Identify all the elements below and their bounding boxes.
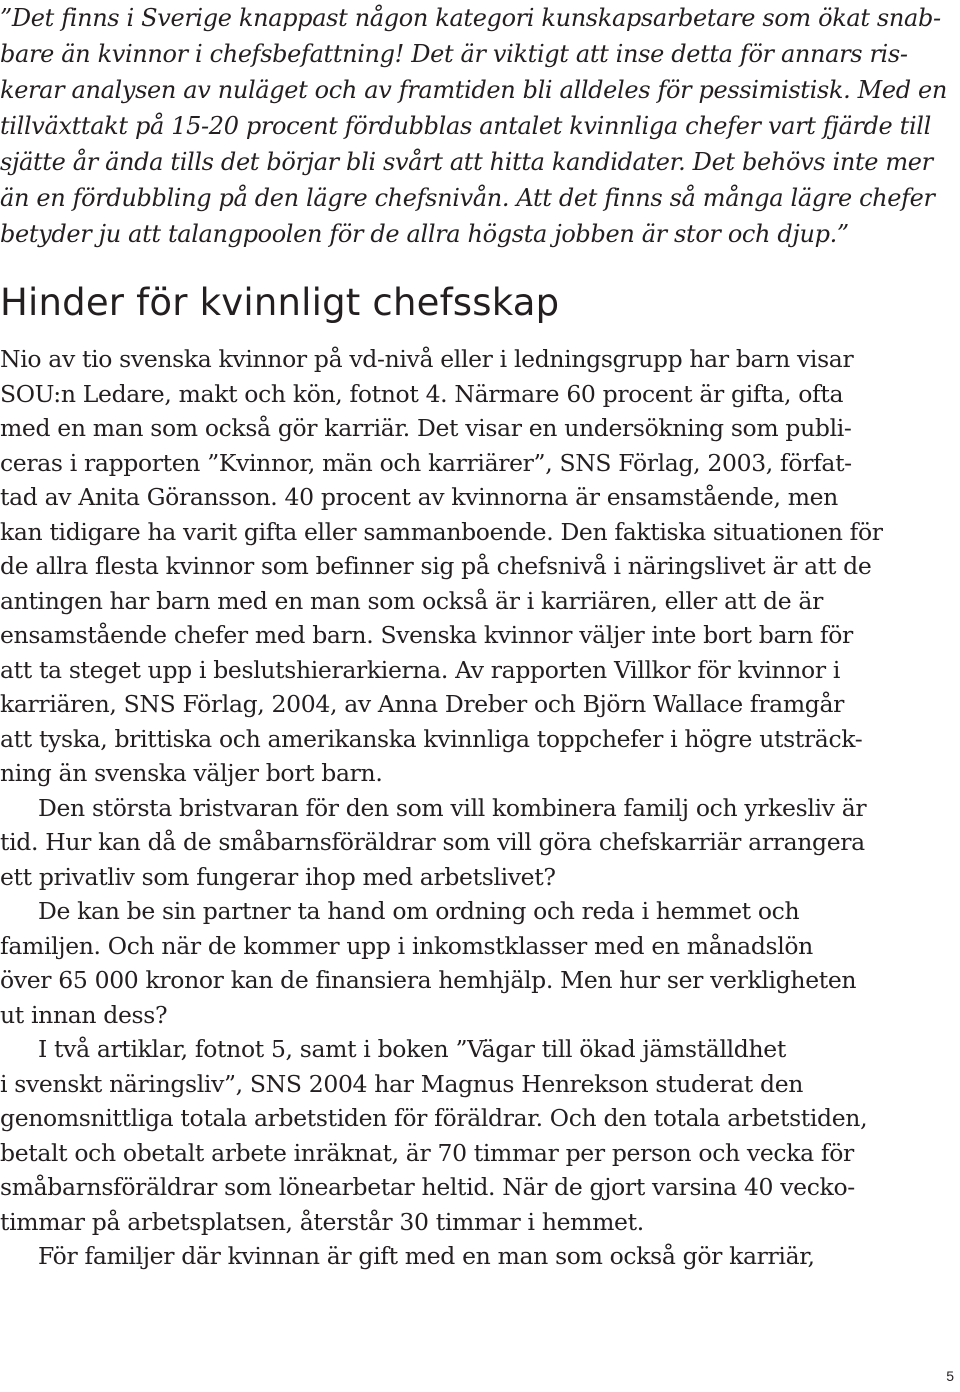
body-line: familjen. Och när de kommer upp i inkomstklasser med en månadslön xyxy=(0,931,813,960)
quote-line: tillväxttakt på 15-20 procent fördubblas antalet kvinnliga chefer vart fjärde till xyxy=(0,112,931,140)
quote-line: än en fördubbling på den lägre chefsnivån. Att det finns så många lägre chefer xyxy=(0,184,935,212)
quote-line: betyder ju att talangpoolen för de allra högsta jobben är stor och djup.” xyxy=(0,220,849,248)
body-line: tid. Hur kan då de småbarnsföräldrar som vill göra chefskarriär arrangera xyxy=(0,828,865,856)
body-line: Nio av tio svenska kvinnor på vd-nivå eller i ledningsgrupp har barn visar xyxy=(0,345,854,373)
body-line: ett privatliv som fungerar ihop med arbetslivet? xyxy=(0,862,556,891)
body-line: över 65 000 kronor kan de finansiera hemhjälp. Men hur ser verkligheten xyxy=(0,966,857,994)
body-line: att tyska, brittiska och amerikanska kvinnliga toppchefer i högre utsträck- xyxy=(0,724,863,753)
quote-line: bare än kvinnor i chefsbefattning! Det är viktigt att inse detta för annars ris- xyxy=(0,40,908,68)
body-line: i svenskt näringsliv”, SNS 2004 har Magnus Henrekson studerat den xyxy=(0,1069,804,1098)
body-line: kan tidigare ha varit gifta eller sammanboende. Den faktiska situationen för xyxy=(0,517,883,546)
body-line: I två artiklar, fotnot 5, samt i boken ”Vägar till ökad jämställdhet xyxy=(38,1035,786,1063)
body-line: För familjer där kvinnan är gift med en man som också gör karriär, xyxy=(38,1242,815,1270)
quote-line: ”Det finns i Sverige knappast någon kategori kunskapsarbetare som ökat snab- xyxy=(0,4,941,32)
body-line: ensamstående chefer med barn. Svenska kvinnor väljer inte bort barn för xyxy=(0,621,853,649)
body-line: betalt och obetalt arbete inräknat, är 70 timmar per person och vecka för xyxy=(0,1138,854,1167)
body-line: antingen har barn med en man som också är i karriären, eller att de är xyxy=(0,586,823,615)
body-line: ceras i rapporten ”Kvinnor, män och karriärer”, SNS Förlag, 2003, förfat- xyxy=(0,448,852,477)
body-line: timmar på arbetsplatsen, återstår 30 timmar i hemmet. xyxy=(0,1207,644,1236)
body-line: ning än svenska väljer bort barn. xyxy=(0,759,383,787)
body-line: genomsnittliga totala arbetstiden för föräldrar. Och den totala arbetstiden, xyxy=(0,1104,868,1132)
body-line: ut innan dess? xyxy=(0,1000,168,1029)
quote-block xyxy=(0,0,947,252)
body-line: med en man som också gör karriär. Det visar en undersökning som publi- xyxy=(0,414,852,442)
body-text xyxy=(0,342,950,1274)
body-line: småbarnsföräldrar som lönearbetar heltid. När de gjort varsina 40 vecko- xyxy=(0,1173,855,1201)
body-line: De kan be sin partner ta hand om ordning och reda i hemmet och xyxy=(38,897,800,925)
body-line: SOU:n Ledare, makt och kön, fotnot 4. Närmare 60 procent är gifta, ofta xyxy=(0,379,844,408)
page-number: 5 xyxy=(946,1368,954,1384)
section-heading: Hinder för kvinnligt chefsskap xyxy=(0,281,560,324)
quote-line: sjätte år ända tills det börjar bli svårt att hitta kandidater. Det behövs inte mer xyxy=(0,148,933,176)
body-line: de allra flesta kvinnor som befinner sig på chefsnivå i näringslivet är att de xyxy=(0,552,872,580)
body-line: att ta steget upp i beslutshierarkierna. Av rapporten Villkor för kvinnor i xyxy=(0,655,841,684)
quote-line: kerar analysen av nuläget och av framtiden bli alldeles för pessimistisk. Med en xyxy=(0,76,947,104)
body-line: Den största bristvaran för den som vill kombinera familj och yrkesliv är xyxy=(38,793,867,822)
body-line: karriären, SNS Förlag, 2004, av Anna Dreber och Björn Wallace framgår xyxy=(0,690,844,718)
body-line: tad av Anita Göransson. 40 procent av kvinnorna är ensamstående, men xyxy=(0,483,838,511)
